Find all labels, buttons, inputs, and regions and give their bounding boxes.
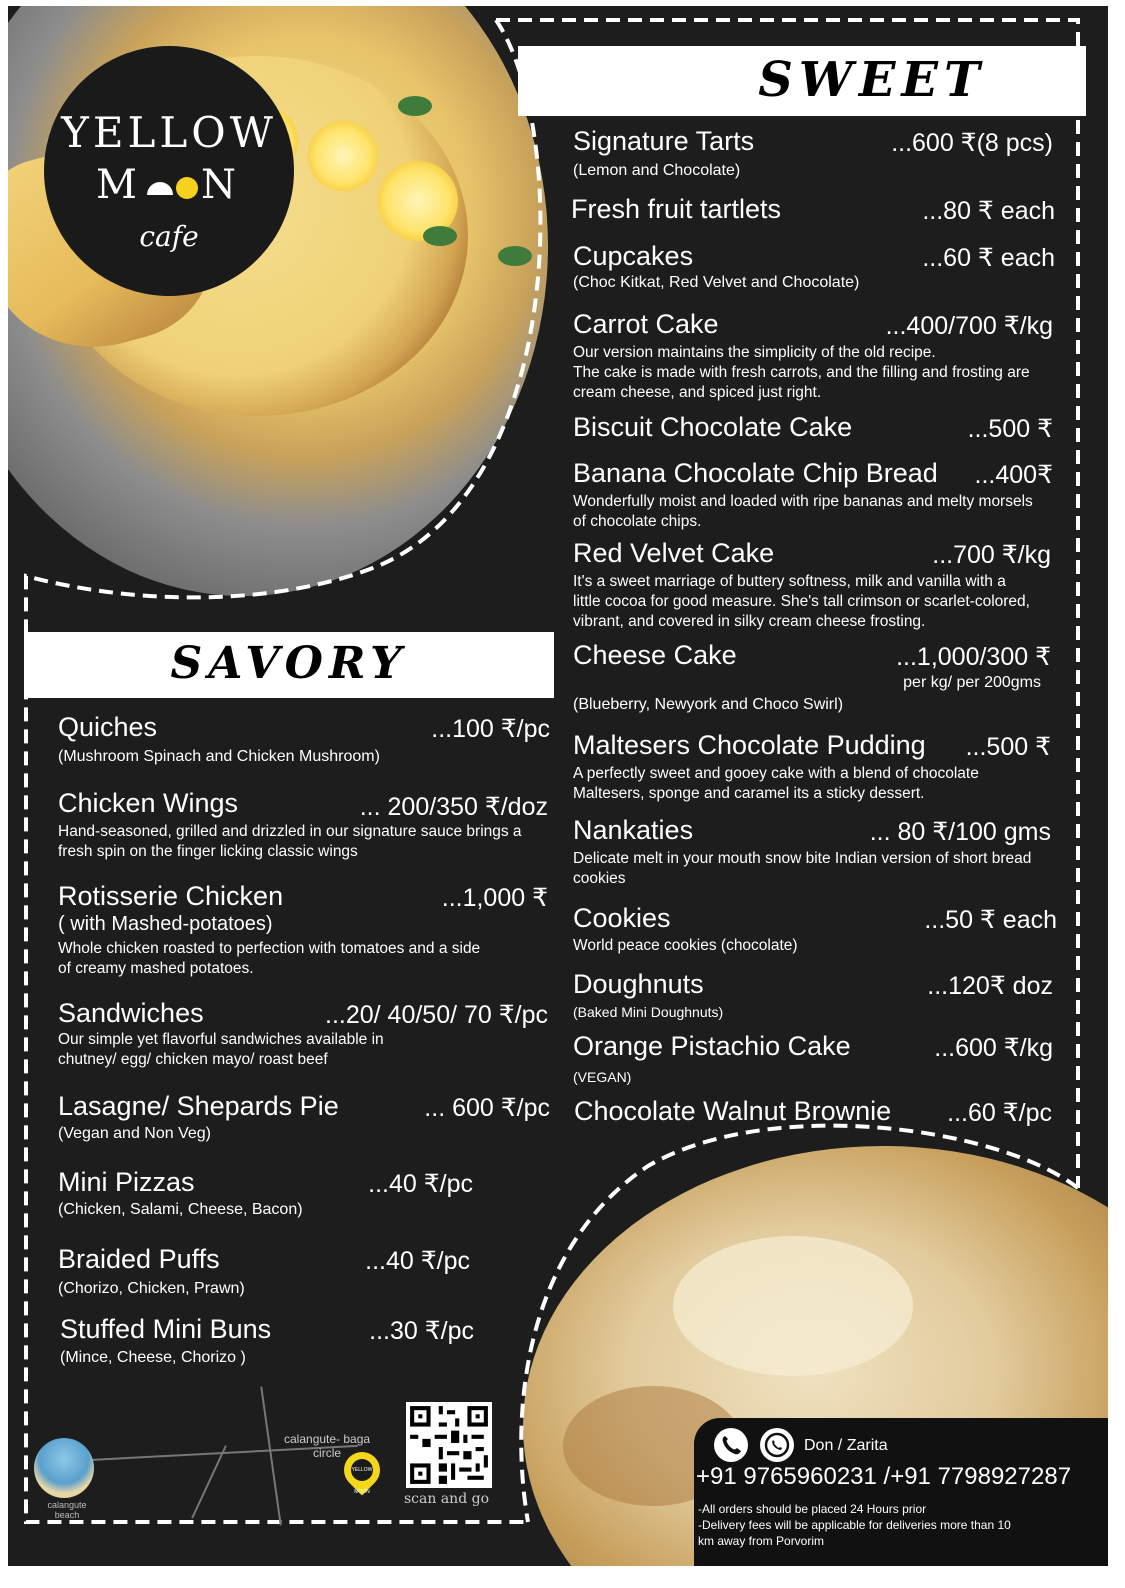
savory-banner — [24, 632, 554, 698]
beach-label-line: beach — [54, 1510, 80, 1520]
item-sub: (Chicken, Salami, Cheese, Bacon) — [58, 1201, 303, 1218]
item-name: Cheese Cake — [573, 640, 737, 670]
item-price: ...500 ₹ — [967, 415, 1053, 443]
sweet-banner — [518, 46, 1086, 116]
item-desc: of chocolate chips. — [573, 513, 702, 530]
item-name: Rotisserie Chicken — [58, 881, 284, 911]
qr-label: scan and go — [404, 1491, 490, 1507]
item-sub: (Baked Mini Doughnuts) — [573, 1004, 724, 1020]
item-name: Signature Tarts — [573, 126, 755, 156]
item-name: Banana Chocolate Chip Bread — [573, 458, 938, 488]
item-price: ...60 ₹/pc — [947, 1099, 1052, 1127]
item-desc: little cocoa for good measure. She's tall crimson or scarlet-colored, — [573, 593, 1030, 610]
contact-names: Don / Zarita — [804, 1437, 888, 1454]
pin-logo: YELLOW MOON — [351, 1459, 373, 1481]
item-name: Doughnuts — [573, 969, 704, 999]
item-name: Biscuit Chocolate Cake — [573, 412, 853, 442]
item-desc: vibrant, and covered in silky cream cheese frosting. — [573, 613, 926, 630]
item-price: ...80 ₹ each — [922, 197, 1055, 225]
item-desc: The cake is made with fresh carrots, and the filling and frosting are — [573, 364, 1030, 381]
whatsapp-icon[interactable] — [760, 1428, 794, 1462]
item-price: ...40 ₹/pc — [368, 1170, 473, 1198]
item-desc: It's a sweet marriage of buttery softness, milk and vanilla with a — [573, 573, 1006, 590]
item-price: ...600 ₹/kg — [934, 1034, 1053, 1062]
item-sub: (Vegan and Non Veg) — [58, 1125, 212, 1142]
item-name: Quiches — [58, 712, 158, 742]
item-desc: Our simple yet flavorful sandwiches available in — [58, 1031, 384, 1048]
savory-title: SAVORY — [170, 638, 408, 689]
item-desc: Maltesers, sponge and caramel its a sticky dessert. — [573, 785, 925, 802]
item-name: Braided Puffs — [58, 1244, 220, 1274]
item-name: Mini Pizzas — [58, 1167, 195, 1197]
item-name: Red Velvet Cake — [573, 538, 775, 568]
beach-label-line: calangute — [47, 1500, 87, 1510]
item-price: ...20/ 40/50/ 70 ₹/pc — [325, 1001, 548, 1029]
item-desc: chutney/ egg/ chicken mayo/ roast beef — [58, 1051, 328, 1068]
item-sub: ( with Mashed-potatoes) — [58, 913, 273, 935]
logo-title: YELLOW — [61, 108, 277, 157]
item-name: Stuffed Mini Buns — [60, 1314, 272, 1344]
item-price: ...400/700 ₹/kg — [885, 312, 1053, 340]
map-label-line: calangute- baga — [284, 1432, 371, 1446]
item-desc: Delicate melt in your mouth snow bite Indian version of short bread — [573, 850, 1032, 867]
item-desc: Wonderfully moist and loaded with ripe bananas and melty morsels — [573, 493, 1033, 510]
item-desc: Our version maintains the simplicity of the old recipe. — [573, 344, 936, 361]
item-price: ... 200/350 ₹/doz — [359, 793, 548, 821]
item-sub: (Choc Kitkat, Red Velvet and Chocolate) — [573, 274, 860, 291]
contact-phones[interactable]: +91 9765960231 /+91 7798927287 — [696, 1463, 1072, 1490]
item-name: Chicken Wings — [58, 788, 239, 818]
item-price: ... 80 ₹/100 gms — [869, 818, 1051, 846]
phone-icon[interactable] — [714, 1428, 748, 1462]
item-price: ... 600 ₹/pc — [424, 1094, 550, 1122]
menu-page — [8, 6, 1108, 1566]
sweet-title: SWEET — [758, 52, 986, 108]
item-desc: fresh spin on the finger licking classic wings — [58, 843, 358, 860]
logo-letter-m: M — [96, 162, 143, 208]
item-price: ...60 ₹ each — [922, 244, 1055, 272]
item-sub: (Mushroom Spinach and Chicken Mushroom) — [58, 748, 380, 765]
item-sub: (VEGAN) — [573, 1069, 632, 1085]
item-price: ...40 ₹/pc — [365, 1247, 470, 1275]
beach-icon — [34, 1438, 94, 1498]
item-price: ...400₹ — [974, 461, 1053, 489]
item-price: ...1,000 ₹ — [441, 884, 548, 912]
qr-code-icon[interactable] — [406, 1402, 492, 1488]
item-name: Maltesers Chocolate Pudding — [573, 730, 926, 760]
item-sub: World peace cookies (chocolate) — [573, 937, 798, 954]
item-name: Cookies — [573, 903, 671, 933]
item-name: Lasagne/ Shepards Pie — [58, 1091, 339, 1121]
item-name: Chocolate Walnut Brownie — [574, 1096, 892, 1126]
item-desc: A perfectly sweet and gooey cake with a blend of chocolate — [573, 765, 979, 782]
item-price: ...100 ₹/pc — [431, 715, 550, 743]
item-desc: Hand-seasoned, grilled and drizzled in our signature sauce brings a — [58, 823, 522, 840]
footer-note: -Delivery fees will be applicable for deliveries more than 10 — [698, 1518, 1011, 1532]
item-name: Cupcakes — [573, 241, 694, 271]
map-label-line: circle — [313, 1446, 342, 1460]
logo-letter-n: N — [200, 162, 242, 208]
logo-subtitle: cafe — [139, 220, 199, 253]
item-desc: of creamy mashed potatoes. — [58, 960, 254, 977]
beach-label — [42, 1500, 92, 1520]
item-sub: (Lemon and Chocolate) — [573, 162, 741, 179]
footer-note: km away from Porvorim — [698, 1534, 825, 1548]
item-price-sub: per kg/ per 200gms — [903, 674, 1041, 691]
footer-note: -All orders should be placed 24 Hours prior — [698, 1502, 927, 1516]
item-desc: Whole chicken roasted to perfection with tomatoes and a side — [58, 940, 481, 957]
item-name: Sandwiches — [58, 998, 204, 1028]
item-price: ...700 ₹/kg — [932, 541, 1051, 569]
item-desc: cream cheese, and spiced just right. — [573, 384, 822, 401]
item-name: Carrot Cake — [573, 309, 719, 339]
item-name: Nankaties — [573, 815, 694, 845]
item-price: ...30 ₹/pc — [369, 1317, 474, 1345]
item-price: ...600 ₹(8 pcs) — [891, 129, 1053, 157]
item-price: ...1,000/300 ₹ — [896, 643, 1051, 671]
item-sub: (Mince, Cheese, Chorizo ) — [60, 1349, 246, 1366]
item-price: ...500 ₹ — [965, 733, 1051, 761]
item-name: Orange Pistachio Cake — [573, 1031, 851, 1061]
item-sub: (Blueberry, Newyork and Choco Swirl) — [573, 696, 844, 713]
item-sub: (Chorizo, Chicken, Prawn) — [58, 1280, 245, 1297]
item-desc: cookies — [573, 870, 626, 887]
item-price: ...50 ₹ each — [924, 906, 1057, 934]
item-name: Fresh fruit tartlets — [571, 194, 782, 224]
item-price: ...120₹ doz — [927, 972, 1053, 1000]
